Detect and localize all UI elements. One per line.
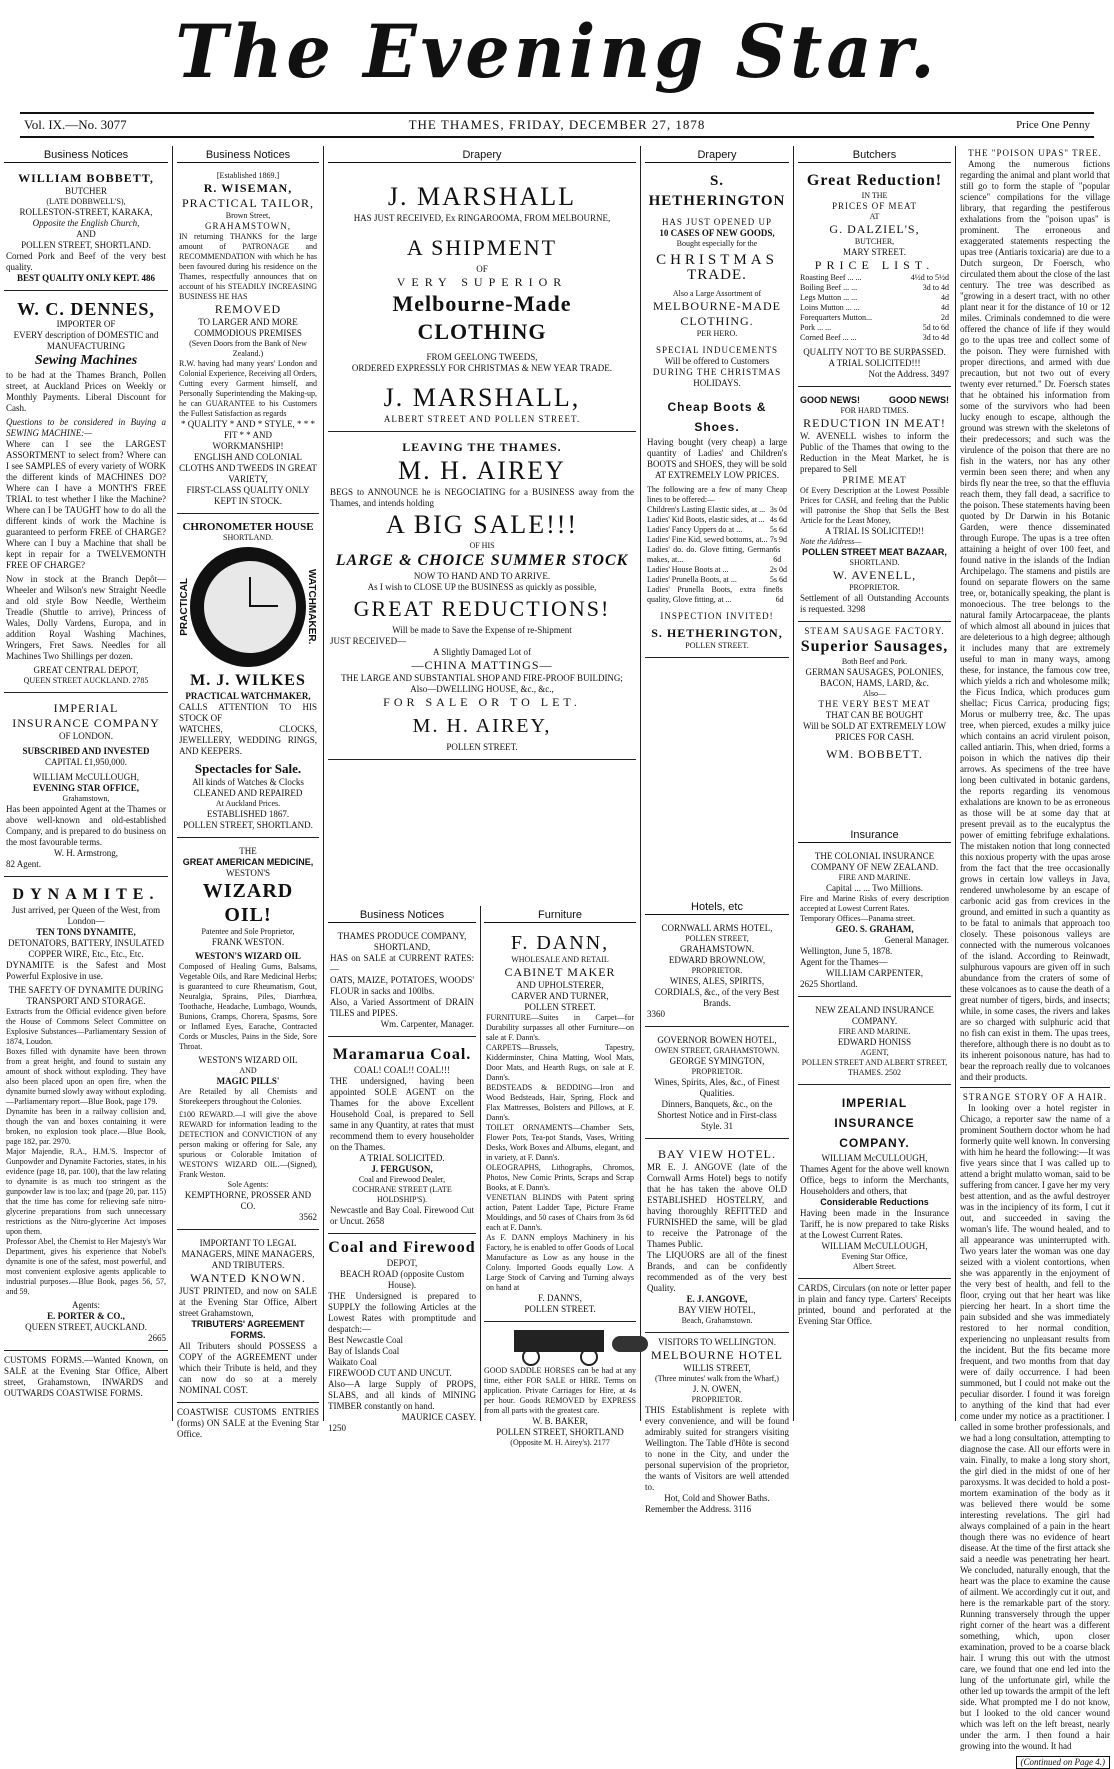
ad-dennes: W. C. DENNES, IMPORTER OF EVERY description of DOMESTIC and MANUFACTURING Sewing Machines to be had at the Thames Branch, Pollen street, at Auckland Prices on Weekly or Monthly Payments. Liberal Discount for Cash. Questions to be considered in Buying a SEWING MACHINE:— Where can I see the LARGEST ASSORTMENT to select from? Where can I see SAMPLES of every variety of WORK the different kinds of MACHINES DO? Where can I have a MONTH'S FREE TRIAL to test whether I like the Machine? Where can I be TAUGHT how to do all the different kinds of work the Machine is guaranteed to perform FREE of CHARGE? Where can I buy a Machine that shall be kept in repair for a TWELVEMONTH FREE OF CHARGE? Now in stock at the Branch Depôt—Wheeler and Wilson's new Straight Needle and old style Bow Needle, Wertheim Treadle (Shuttle to arrive), Princess of Wales, Dolly Vardens, Europa, and in addition Royal Washing Machines, Wringers, Fret Saws. Needles for all Machines Two Shillings per dozen. GREAT CENTRAL DEPOT, QUEEN STREET AUCKLAND. 2785	[4, 295, 168, 693]
boot-price-row	[647, 525, 787, 535]
ad-avenell: GOOD NEWS! GOOD NEWS! FOR HARD TIMES. REDUCTION IN MEAT! W. AVENELL wishes to inform the Public of the Thames that owing to the Reduction in the Meat Market, he is prepared to Sell PRIME MEAT Of Every Description at the Lowest Possible Prices for CASH, and feeling that the Public will patronise the Shop that Sells the Best Article for the Least Money, A TRIAL IS SOLICITED!! Note the Address— POLLEN STREET MEAT BAZAAR, SHORTLAND. W. AVENELL, PROPRIETOR. Settlement of all Outstanding Accounts is requested. 3298	[798, 391, 951, 622]
section-header: Business Notices	[4, 148, 168, 163]
ad-governor-bowen: GOVERNOR BOWEN HOTEL, OWEN STREET, GRAHAMSTOWN. GEORGE SYMINGTON, PROPRIETOR. Wines, Spirits, Ales, &c., of Finest Qualities. Dinners, Banquets, &c., on the Shortest Notice and in First-class Style. 31	[645, 1031, 789, 1139]
ad-tributers: IMPORTANT TO LEGAL MANAGERS, MINE MANAGERS, AND TRIBUTERS. WANTED KNOWN. JUST PRINTED, and now on SALE at the Evening Star Office, Albert street Grahamstown, TRIBUTERS' AGREEMENT FORMS. All Tributers should POSSESS a COPY of the AGREEMENT under which their Tribute is held, and they can now do so at a merely NOMINAL COST.	[177, 1234, 319, 1403]
meat-price-row	[800, 303, 949, 313]
section-header: Hotels, etc	[645, 900, 789, 915]
ad-cornwall-arms: CORNWALL ARMS HOTEL, POLLEN STREET, GRAHAMSTOWN. EDWARD BROWNLOW, PROPRIETOR. WINES, ALES, SPIRITS, CORDIALS, &c., of the very Best Brands. 3360	[645, 919, 789, 1027]
item-price: 4s 6d	[769, 515, 787, 524]
item-price: 2s 0d	[769, 565, 787, 574]
ad-bobbett-sausage: STEAM SAUSAGE FACTORY. Superior Sausages, Both Beef and Pork. GERMAN SAUSAGES, POLONIES, BACON, HAMS, LARD, &c. Also— THE VERY BEST MEAT THAT CAN BE BOUGHT Will be SOLD AT EXTREMELY LOW PRICES FOR CASH. WM. BOBBETT.	[800, 626, 949, 761]
ad-thames-produce: THAMES PRODUCE COMPANY, SHORTLAND, HAS on SALE at CURRENT RATES:— OATS, MAIZE, POTATOES, WOODS' FLOUR in sacks and 100lbs. Also, a Varied Assortment of DRAIN TILES and PIPES. Wm. Carpenter, Manager.	[328, 927, 476, 1037]
coach-illustration	[484, 1326, 654, 1362]
item-label: Ladies' Prunella Boots, extra fine quality, Glove fitting, at ...	[647, 585, 776, 604]
ad-dalziel: Great Reduction! IN THE PRICES OF MEAT AT G. DALZIEL'S, BUTCHER, MARY STREET. PRICE LIST. Roasting Beef ... ... 4½d to 5½d Boiling Beef ... ... 3d to 4d Legs Mutton ... ... 4d Loins Mutton ... ... 4d Forequarters Mutton... 2d Pork ... ... 5d to 6d Corned Beef ... ... 3d to 4d QUALITY NOT TO BE SURPASSED. A TRIAL SOLICITED!!! Not the Address. 3497	[798, 167, 951, 387]
article-headline: THE "POISON UPAS" TREE.	[968, 148, 1102, 158]
column-3b	[484, 908, 636, 1447]
section-header: Furniture	[484, 908, 636, 923]
item-price: 4½d to 5½d	[910, 273, 949, 282]
clock-icon	[190, 547, 306, 667]
column-5	[798, 148, 951, 823]
item-price: 6s 6d	[773, 545, 782, 564]
boot-price-row	[647, 505, 787, 515]
item-label: Legs Mutton ... ...	[800, 293, 858, 302]
item-price: 5s 6d	[769, 575, 787, 584]
column-rule	[640, 146, 641, 1421]
item-price: 2d	[941, 313, 949, 322]
article-body: In looking over a hotel register in Chicago, a reporter saw the name of a prominent Southern doctor whom he had formerly quite well known. In conversing with him he heard the following:—It was five years since that I was called up to attend a bright mulatto woman, said to be suffering from cancer. I gave her my very best attention, and as the awful destroyer was in the incipiency of its form, I cut it out, and succeeded in saving the woman's life. The wound healed, and to all appearance was uninterrupted with. Two years later the woman was one day seized with a violent contortions, when she was apparently in the enjoyment of the very best of health, and fell to the floor, crying out that her heart was like piercing her heart. In a short time the pain subsided and she was immediately restored to her normal condition, experiencing no unpleasant results from the incident. But the fits became more frequent, and two months from that day were of daily occurrence. I had been summoned, but I could not make out the peculiar disorder. I found it was foreign to anything of the kind that had ever come under my notice as a practitioner. I called in some brother professionals, and we had a long consultation, attempting to diagnose the case. All our efforts were in vain. Finally, to make a long story short, the girl died in the midst of one of her paroxysms. It was decided to hold a post-mortem examination of the body as it was believed there would be some interesting revelations. The girl had always complained of a pain in the heart though there was no evidence of heart disease. At the time of the first attack she said a needle was penetrating her heart. We concluded, naturally enough, that the heart was the place to examine the cause of ailment. We accordingly cut it out, and here is the remarkable part of the story. Running transversely through the upper right corner of the heart was a different something, which, upon closer examination, proved to be a coarse black hair. I wrung this out with the utmost care, we found that one end led into the lung of the unfortunate girl, while the other led up towards the armpit of the left side. What prompted me I do not know, but I looked to the old cancer wound which was left on the left breast, nearly under the arm. I then found a hair growing into the wound. It had	[960, 1103, 1110, 1751]
section-header: Business Notices	[328, 908, 476, 923]
item-label: Forequarters Mutton...	[800, 313, 872, 322]
section-header: Insurance	[798, 828, 951, 843]
column-4	[645, 148, 789, 893]
column-4a	[645, 900, 789, 1514]
boot-price-row	[647, 545, 787, 565]
ad-customs-forms: CUSTOMS FORMS.—Wanted Known, on SALE at the Evening Star Office, Albert street, Grahamstown, INWARDS and OUTWARDS COASTWISE FORMS.	[4, 1355, 168, 1398]
article-headline: STRANGE STORY OF A HAIR.	[962, 1092, 1108, 1102]
column-rule	[323, 146, 324, 1421]
boot-price-row	[647, 535, 787, 545]
item-price: 7s 9d	[769, 535, 787, 544]
item-price: 5d to 6d	[922, 323, 949, 332]
watchmaker-label: WATCHMAKER.	[306, 569, 317, 645]
item-price: 4d	[941, 303, 949, 312]
item-label: Ladies' Prunella Boots, at ...	[647, 575, 737, 584]
ad-marshall: J. MARSHALL HAS JUST RECEIVED, Ex RINGAROOMA, FROM MELBOURNE, A SHIPMENT OF VERY SUPERIOR Melbourne-Made CLOTHING FROM GEELONG TWEEDS, ORDERED EXPRESSLY FOR CHRISTMAS & NEW YEAR TRADE. J. MARSHALL, ALBERT STREET AND POLLEN STREET.	[328, 167, 636, 432]
item-label: Roasting Beef ... ...	[800, 273, 862, 282]
column-3a	[328, 908, 476, 1433]
price: Price One Penny	[1016, 119, 1090, 131]
ad-imperial-insurance-2: IMPERIAL INSURANCE COMPANY. WILLIAM McCULLOUGH, Thames Agent for the above well known Office, begs to inform the Merchants, Householders and others, that Considerable Reductions Having been made in the Insurance Tariff, he is now prepared to take Risks at the Lowest Current Rates. WILLIAM McCULLOUGH, Evening Star Office, Albert Street.	[798, 1089, 951, 1279]
item-price: 3s 0d	[769, 505, 787, 514]
ad-cards: CARDS, Circulars (on note or letter paper in plain and fancy type. Carters' Receipts printed, bound and perforated at the Evening Star Office.	[798, 1283, 951, 1326]
column-6-articles	[960, 148, 1110, 1767]
ad-wizard-oil: THE GREAT AMERICAN MEDICINE, WESTON'S WIZARD OIL! Patentee and Sole Proprietor, FRANK WESTON. WESTON'S WIZARD OIL Composed of Healing Gums, Balsams, Vegetable Oils, and Rare Medicinal Herbs; is guaranteed to cure Rheumatism, Gout, Neuralgia, Sprains, Piles, Diarrhœa, Toothache, Headache, Lumbago, Wounds, Bunions, Cramps, Chorera, Spasms, Sore or Inflamed Eyes, Earache, Contracted Cords or Muscles, Pains in the Side, Sore Throat. WESTON'S WIZARD OIL AND MAGIC PILLS' Are Retailed by all Chemists and Storekeepers throughout the Colonies. £100 REWARD.—I will give the above REWARD for information leading to the DETECTION and CONVICTION of any person making or offering for Sale, any spurious or Colorable Imitation of WESTON'S WIZARD OIL.—(Signed), Frank Weston. Sole Agents: KEMPTHORNE, PROSSER AND CO. 3562	[177, 842, 319, 1230]
ad-maramarua-coal: Maramarua Coal. COAL! COAL!! COAL!!! THE undersigned, having been appointed SOLE AGENT on the Thames for the above Excellent Household Coal, is prepared to Sell same in any Quantity, at rates that must recommend them to every householder on the Thames. A TRIAL SOLICITED. J. FERGUSON, Coal and Firewood Dealer, COCHRANE STREET (LATE HOLDSHIP'S). Newcastle and Bay Coal. Firewood Cut or Uncut. 2658	[328, 1041, 476, 1234]
dateline	[20, 112, 1094, 138]
issue-date: THE THAMES, FRIDAY, DECEMBER 27, 1878	[408, 117, 706, 132]
boot-price-list	[647, 505, 787, 605]
item-price: 5s 6d	[769, 525, 787, 534]
ad-wilkes: CHRONOMETER HOUSE SHORTLAND. PRACTICAL WATCHMAKER. M. J. WILKES PRACTICAL WATCHMAKER, CALLS ATTENTION TO HIS STOCK OF WATCHES, CLOCKS, JEWELLERY, WEDDING RINGS, AND KEEPERS. Spectacles for Sale. All kinds of Watches & Clocks CLEANED AND REPAIRED At Auckland Prices. ESTABLISHED 1867. POLLEN STREET, SHORTLAND.	[177, 518, 319, 838]
section-header: Business Notices	[177, 148, 319, 163]
column-rule	[793, 146, 794, 1421]
ad-airey: LEAVING THE THAMES. M. H. AIREY BEGS to ANNOUNCE he is NEGOCIATING for a BUSINESS away from the Thames, and intends holding A BIG SALE!!! OF HIS LARGE & CHOICE SUMMER STOCK NOW TO HAND AND TO ARRIVE. As I wish to CLOSE UP the BUSINESS as quickly as possible, GREAT REDUCTIONS! Will be made to Save the Expense of re-Shipment JUST RECEIVED— A Slightly Damaged Lot of —CHINA MATTINGS— THE LARGE AND SUBSTANTIAL SHOP AND FIRE-PROOF BUILDING; Also—DWELLING HOUSE, &c., &c., FOR SALE OR TO LET. M. H. AIREY, POLLEN STREET.	[328, 436, 636, 760]
item-label: Loins Mutton ... ...	[800, 303, 860, 312]
item-label: Ladies' Fine Kid, sewed bottoms, at...	[647, 535, 768, 544]
ad-coal-firewood: Coal and Firewood DEPOT, BEACH ROAD (opposite Custom House). THE Undersigned is prepared to SUPPLY the following Articles at the Lowest Rates with promptitude and despatch:— Best Newcastle Coal Bay of Islands Coal Waikato Coal FIREWOOD CUT AND UNCUT. Also—A large Supply of PROPS, SLABS, and all kinds of MINING TIMBER constantly on hand. MAURICE CASEY. 1250	[328, 1239, 476, 1433]
item-price: 3d to 4d	[922, 333, 949, 342]
ad-bobbett: WILLIAM BOBBETT, BUTCHER (LATE DOBBWELL'S), ROLLESTON-STREET, KARAKA, Opposite the English Church, AND POLLEN STREET, SHORTLAND. Corned Pork and Beef of the very best quality. BEST QUALITY ONLY KEPT. 486	[4, 167, 168, 291]
masthead	[0, 0, 1114, 104]
column-rule	[172, 146, 173, 1421]
item-price: 3d to 4d	[922, 283, 949, 292]
continued-note: (Continued on Page 4.)	[1016, 1756, 1111, 1769]
ad-imperial-insurance: IMPERIAL INSURANCE COMPANY OF LONDON. SUBSCRIBED AND INVESTED CAPITAL £1,950,000. WILLIAM McCULLOUGH, EVENING STAR OFFICE, Grahamstown, Has been appointed Agent at the Thames or above well-known and old-established Company, and is prepared to do business on the most favourable terms. W. H. Armstrong, 82 Agent.	[4, 697, 168, 877]
item-label: Ladies' Fancy Uppers do at ...	[647, 525, 743, 534]
item-label: Ladies' House Boots at ...	[647, 565, 729, 574]
column-1	[4, 148, 168, 1423]
boot-price-row	[647, 575, 787, 585]
item-price: 4d	[941, 293, 949, 302]
newspaper-title: The Evening Star.	[175, 7, 939, 96]
ad-dynamite: DYNAMITE. Just arrived, per Queen of the West, from London— TEN TONS DYNAMITE, DETONATORS, BATTERY, INSULATED COPPER WIRE, Etc., Etc., Etc. DYNAMITE is the Safest and Most Powerful Explosive in use. THE SAFETY OF DYNAMITE DURING TRANSPORT AND STORAGE. Extracts from the Official evidence given before the House of Commons Select Committee on Explosive Substances—Parliamentary Session of 1874, Loudon. Boxes filled with dynamite have been thrown from a great height, and found to sustain any amount of shock without exploding. They have also been placed upon an open fire, when the dynamite burned slowly away without exploding.—Parliamentary report—Blue Book, page 179. Dynamite has been in a railway collision and, though the van and boxes containing it were broken, no explosion took place.—Blue Book, page 182, par. 2970. Major Majendie, R.A., H.M.'S. Inspector of Gunpowder and Dynamite Factories, states, in his evidence (page 18, par. 100), that the law relating to dynamite is as much too stringent as the gunpowder law is too lax; and (page 20, par. 115) that the time has come for relieving safe nitro-glycerine preparations from such unnecessary restrictions as the Nitro-glycerine Act imposes upon them. Professor Abel, the Chemist to Her Majesty's War Department, gives his experience that Nobel's dynamite is one of the safest, most powerful, and most convenient explosive agents applicable to industrial purposes.—Blue Book, pages 56, 57, and 59. Agents: E. PORTER & CO., QUEEN STREET, AUCKLAND. 2665	[4, 881, 168, 1351]
meat-price-list	[800, 273, 949, 343]
meat-price-row	[800, 323, 949, 333]
meat-price-row	[800, 293, 949, 303]
ad-nz-insurance: NEW ZEALAND INSURANCE COMPANY. FIRE AND MARINE. EDWARD HONISS AGENT, POLLEN STREET AND ALBERT STREET, THAMES. 2502	[798, 1001, 951, 1085]
article-body: Among the numerous fictions regarding the animal and plant world that still go to form the staple of "popular science" compilations for the village library, that regarding the pestiferous exhalations from the "poison upas" is prominent. The erroneous and exaggerated statements respecting the upas tree (Antiaris toxicaria) are due to a Dutch surgeon, Dr Foersch, who circulated them about the close of the last century. The tree was described as "growing in a desert tract, with no other plant near it for the distance of 10 or 12 miles. Criminals condemned to die were offered the chance of life if they would go to the upas tree and collect some of the poison. They were furnished with proper directions, and armed with due precaution, but not two out of every twenty ever returned." Dr. Foersch states that he obtained his information from some of the survivors who had been lucky enough to escape, although the ground was strewn with the skeletons of their predecessors; and such was the virulence of the poison that there are no fish in the waters, nor has any other vermin been seen there; and when any birds fly near the tree, so that the effluvia reach them, they fall dead, a sacrifice to the poison. These statements having been quoted by Dr Darwin in his Botanic Garden, were thence disseminated through Europe. The upas is a tree often attaining a height of over 100 feet, and found native in the islands of the Indian Archipelago. The stamens and pistils are found on separate flowers on the same tree, or, botanically speaking, the plant is monoecious. The tree belongs to the natural family Artocarpaceae, the plants of which almost all abound in juices that are deleterious to a high degree; although it includes many that are extremely useful to man in many ways, among these, for instance, the famous cow tree, which yields a rich and wholesome milk; the Ficus Indica, which produces gum shellac; Ficus Carrica, producing figs; Morus or mulberry tree, &c. The upas tree, when pierced, exudes a milky juice which contains an acrid virulent poison, called antiarin. This, when dried, forms a poison in which the natives dip their arrows. As specimens of the tree have long been cultivated in botanic gardens, the reports regarding its venomous exhalations are known to be as erroneous as those will be at some day that at present prevail as to the eucalyptus the power of emitting febrifuge exhalations. The mistaken notion that long connected this noxious property with the upas arose from the fact that the tree occasionally grows in certain low valleys in Java, rendered unwholesome by an escape of carbonic acid gas from crevices in the ground, and emitted in such a quantity as to be fatal to animals that approach too closely. These poisonous valleys are connected with the numerous volcanoes of the island. According to Reinwadt, sulphurous vapours are given off in such abundance from the craters of some of these volcanoes as to cause the death of a great number of tigers, birds, and insects; while, in some cases, the rivers and lakes are so charged with sulphuric acid that no fish can exist in them. The upas trees, therefore, although there is no doubt as to its inherent poisonous nature, has had to bear the reproach really due to volcanoes and their products.	[960, 159, 1110, 1082]
meat-price-row	[800, 333, 949, 343]
boot-price-row	[647, 515, 787, 525]
item-label: Children's Lasting Elastic sides, at ...	[647, 505, 766, 514]
item-label: Boiling Beef ... ...	[800, 283, 858, 292]
volume-number: Vol. IX.—No. 3077	[24, 117, 127, 132]
ad-baker: GOOD SADDLE HORSES can be had at any time, either FOR SALE or HIRE. Terms on application. Private Carriages for Hire, at 4s per hour. Goods REMOVED by EXPRESS from all parts with the greatest care. W. B. BAKER, POLLEN STREET, SHORTLAND (Opposite M. H. Airey's). 2177	[484, 1366, 636, 1447]
item-price: 8s 6d	[775, 585, 784, 604]
ad-wiseman: [Established 1869.] R. WISEMAN, PRACTICAL TAILOR, Brown Street, GRAHAMSTOWN, IN returning THANKS for the large amount of PATRONAGE and RECOMMENDATION with which he has been favoured during his residence on the Thames, respectfully announces that on account of his STEADILY INCREASING BUSINESS HE HAS REMOVED TO LARGER AND MORE COMMODIOUS PREMISES (Seven Doors from the Bank of New Zealand.) R.W. having had many years' London and Colonial Experience, Receiving all Orders, Cutting every Garment himself, and Personally Superintending the Making-up, he can GUARANTEE to his Customers the Fullest Satisfaction as regards * QUALITY * AND * STYLE, * * * FIT * * AND WORKMANSHIP! ENGLISH AND COLONIAL CLOTHS AND TWEEDS IN GREAT VARIETY, FIRST-CLASS QUALITY ONLY KEPT IN STOCK.	[177, 167, 319, 514]
boot-price-row	[647, 565, 787, 575]
item-label: Ladies' do. do. Glove fitting, German makes, at...	[647, 545, 774, 564]
column-2	[177, 148, 319, 1439]
ad-melbourne-hotel: VISITORS TO WELLINGTON. MELBOURNE HOTEL WILLIS STREET, (Three minutes' walk from the Wharf,) J. N. OWEN, PROPRIETOR. THIS Establishment is replete with every convenience, and will be found admirably suited for strangers visiting Wellington. The Table d'Hôte is second to none in the City, and under the personal supervision of the proprietor, the wants of Visitors are well attended to. Hot, Cold and Shower Baths. Remember the Address. 3116	[645, 1337, 789, 1514]
meat-price-row	[800, 313, 949, 323]
section-header: Drapery	[328, 148, 636, 163]
column-5a	[798, 828, 951, 1420]
practical-label: PRACTICAL	[179, 578, 190, 636]
column-3-drapery	[328, 148, 636, 752]
column-rule	[955, 146, 956, 1421]
meat-price-row	[800, 283, 949, 293]
column-rule	[480, 906, 481, 1421]
ad-dann: F. DANN, WHOLESALE AND RETAIL CABINET MAKER AND UPHOLSTERER, CARVER AND TURNER, POLLEN STREET. FURNITURE—Suites in Carpet—for Durability surpasses all other Furniture—on sale at F. Dann's. CARPETS—Brussels, Tapestry, Kidderminster, China Matting, Wool Mats, Door Mats, and Hearth Rugs, on sale at F. Dann's. BEDSTEADS & BEDDING—Iron and Wood Bedsteads, Hair, Spring, Flock and Flax Mattresses, Bolsters and Pillows, at F. Dann's. TOILET ORNAMENTS—Chamber Sets, Flower Pots, Tea-pot Stands, Vases, Writing Desks, Work Boxes and Albums, elegant, and in variety, at F. Dann's. OLEOGRAPHS, Lithographs, Chromos, Photos, New Comic Prints, Scraps and Scrap Books, at F. Dann's. VENETIAN BLINDS with Patent spring action, Patent Ladder Tape, Picture Frame Mouldings, and 50 cases of Chairs from 3s 6d each at F. Dann's. As F. DANN employs Machinery in his Factory, he is enabled to offer Goods of Local Manufacture as Low as any house in the Colony. Imported Goods equally Low. A Large Stock of Carving and Turning always on hand at F. DANN'S, POLLEN STREET.	[484, 927, 636, 1322]
ad-coastwise: COASTWISE CUSTOMS ENTRIES (forms) ON SALE at the Evening Star Office.	[177, 1407, 319, 1439]
boot-price-row	[647, 585, 787, 605]
item-label: Ladies' Kid Boots, elastic sides, at ...	[647, 515, 765, 524]
ad-colonial-insurance: THE COLONIAL INSURANCE COMPANY OF NEW ZEALAND. FIRE AND MARINE. Capital ... ... Two Millions. Fire and Marine Risks of every description accepted at Lowest Current Rates. Temporary Offices—Panama street. GEO. S. GRAHAM, General Manager. Wellington, June 5, 1878. Agent for the Thames— WILLIAM CARPENTER, 2625 Shortland.	[798, 847, 951, 997]
item-label: Corned Beef ... ...	[800, 333, 857, 342]
section-header: Butchers	[798, 148, 951, 163]
meat-price-row	[800, 273, 949, 283]
ad-hetherington: S. HETHERINGTON HAS JUST OPENED UP 10 CASES OF NEW GOODS, Bought especially for the CHRISTMAS TRADE. Also a Large Assortment of MELBOURNE-MADE CLOTHING. PER HERO. SPECIAL INDUCEMENTS Will be offered to Customers DURING THE CHRISTMAS HOLIDAYS. Cheap Boots & Shoes. Having bought (very cheap) a large quantity of Ladies' and Children's BOOTS and SHOES, they will be sold AT EXTREMELY LOW PRICES. The following are a few of many Cheap lines to be offered:— Children's Lasting Elastic sides, at ... 3s 0d Ladies' Kid Boots, elastic sides, at ... 4s 6d Ladies' Fancy Uppers do at ... 5s 6d Ladies' Fine Kid, sewed bottoms, at... 7s 9d Ladies' do. do. Glove fitting, German makes, at... 6s 6d Ladies' House Boots at ... 2s 0d Ladies' Prunella Boots, at ... 5s 6d Ladies' Prunella Boots, extra fine quality, Glove fitting, at ... 8s 6d INSPECTION INVITED! S. HETHERINGTON, POLLEN STREET.	[645, 167, 789, 658]
ad-bay-view: BAY VIEW HOTEL. MR E. J. ANGOVE (late of the Cornwall Arms Hotel) begs to notify that he has taken the above OLD ESTABLISHED HOSTELRY, and having thoroughly REFITTED and FURNISHED the same, will be glad to receive the Patronage of the Thames Public. The LIQUORS are all of the finest Brands, and can be confidently recommended as of the very best Quality. E. J. ANGOVE, BAY VIEW HOTEL, Beach, Grahamstown.	[645, 1143, 789, 1333]
section-header: Drapery	[645, 148, 789, 163]
item-label: Pork ... ...	[800, 323, 832, 332]
